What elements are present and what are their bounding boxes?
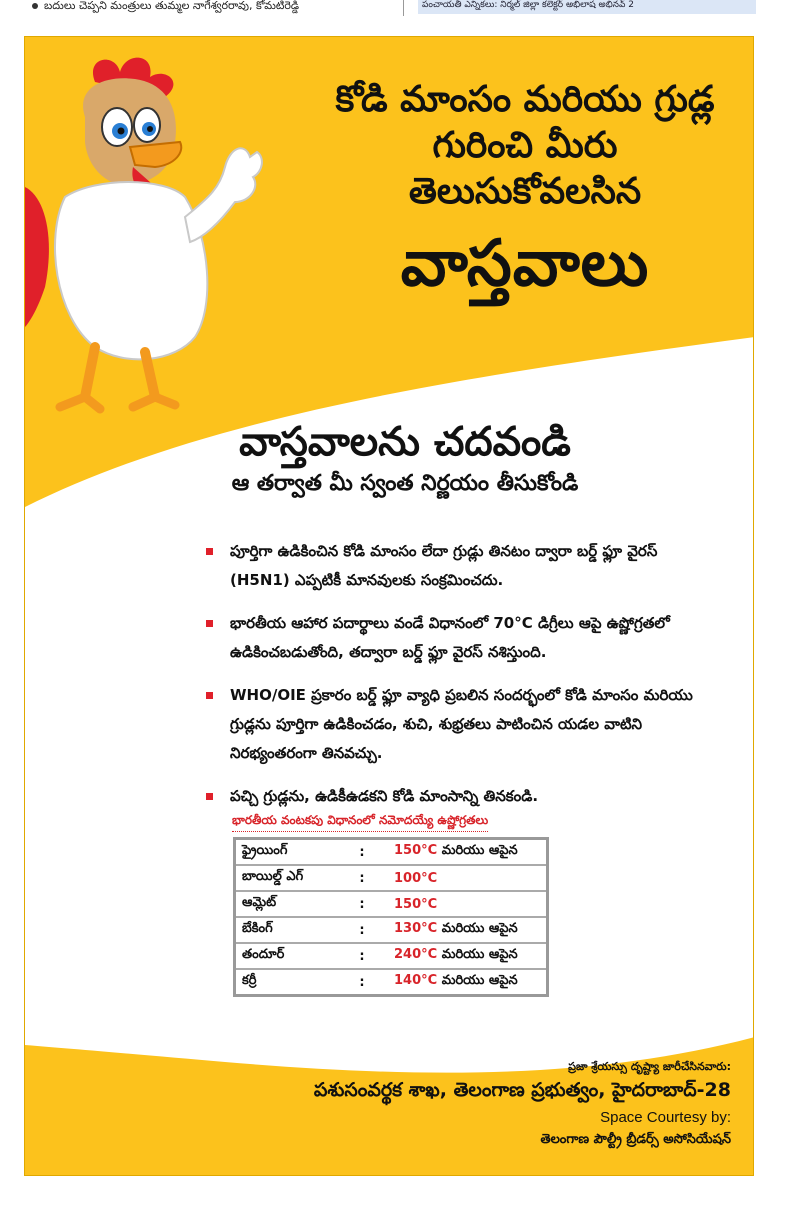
title-line-3: వాస్తవాలు	[400, 227, 650, 301]
fact-item: పచ్చి గ్రుడ్లను, ఉడికీఉడకని కోడి మాంసాన్ని తినకండి.	[200, 782, 720, 811]
department-name: పశుసంవర్థక శాఖ, తెలంగాణ ప్రభుత్వం, హైదరాబాద్-28	[313, 1079, 731, 1101]
footer-credits	[211, 1059, 731, 1151]
table-row: ఆమ్లెట్ : 150°C	[235, 891, 548, 917]
table-row: బాయిల్డ్ ఎగ్ : 100°C	[235, 865, 548, 891]
subheading	[155, 417, 655, 501]
red-square-bullet-icon	[206, 620, 213, 627]
newspaper-top-strip	[0, 0, 800, 20]
column-divider	[403, 0, 404, 16]
table-row: కర్రీ : 140°C మరియు ఆపైన	[235, 969, 548, 996]
association-name: తెలంగాణ పౌల్ట్రీ బ్రీడర్స్ అసోసియేషన్	[540, 1132, 731, 1147]
fact-item: భారతీయ ఆహార పదార్థాలు వండే విధానంలో 70°C డిగ్రీలు ఆపై ఉష్ణోగ్రతలో ఉడికించబడుతోంది, తద్వారా బర్డ్ ఫ్లూ వైరస్ నశిస్తుంది.	[200, 609, 720, 667]
title-line-2: గురించి మీరు తెలుసుకోవలసిన	[408, 125, 642, 212]
temperature-table-heading: భారతీయ వంటకపు విధానంలో నమోదయ్యే ఉష్ణోగ్రతలు	[232, 813, 488, 832]
facts-list	[200, 537, 720, 825]
advertisement-panel	[24, 36, 754, 1176]
subheading-line-2: ఆ తర్వాత మీ స్వంత నిర్ణయం తీసుకోండి	[231, 471, 579, 496]
red-square-bullet-icon	[206, 692, 213, 699]
issued-by-label: ప్రజా శ్రేయస్సు దృష్ట్యా జారీచేసినవారు:	[568, 1060, 731, 1073]
bullet-dot-icon	[32, 3, 38, 9]
table-row: ఫ్రైయింగ్ : 150°C మరియు ఆపైన	[235, 839, 548, 866]
main-title	[325, 77, 725, 305]
temperature-table	[233, 837, 549, 997]
space-courtesy-label: Space Courtesy by:	[600, 1109, 731, 1126]
fact-item: WHO/OIE ప్రకారం బర్డ్ ఫ్లూ వ్యాధి ప్రబలిన సందర్భంలో కోడి మాంసం మరియు గ్రుడ్లను పూర్తిగా ఉడికించడం, శుచి, శుభ్రతలు పాటించిన యడల వాటిని నిరభ్యంతరంగా తినవచ్చు.	[200, 681, 720, 768]
red-square-bullet-icon	[206, 548, 213, 555]
news-snippet-left	[32, 0, 299, 12]
fact-item: పూర్తిగా ఉడికించిన కోడి మాంసం లేదా గ్రుడ్లు తినటం ద్వారా బర్డ్ ఫ్లూ వైరస్ (H5N1) ఎప్పటికీ మానవులకు సంక్రమించదు.	[200, 537, 720, 595]
red-square-bullet-icon	[206, 793, 213, 800]
title-line-1: కోడి మాంసం మరియు గ్రుడ్ల	[335, 79, 715, 120]
table-row: తందూర్ : 240°C మరియు ఆపైన	[235, 943, 548, 969]
news-snippet-left-text: బదులు చెప్పని మంత్రులు తుమ్మల నాగేశ్వరరావు, కోమటిరెడ్డి	[44, 0, 300, 12]
table-row: బేకింగ్ : 130°C మరియు ఆపైన	[235, 917, 548, 943]
chicken-mascot-illustration	[25, 47, 285, 447]
news-snippet-right: పంచాయతీ ఎన్నికలు: నిర్మల్ జిల్లా కలెక్టర్ అభిలాష అభినవ్ 2	[418, 0, 756, 14]
subheading-line-1: వాస్తవాలను చదవండి	[239, 419, 571, 465]
